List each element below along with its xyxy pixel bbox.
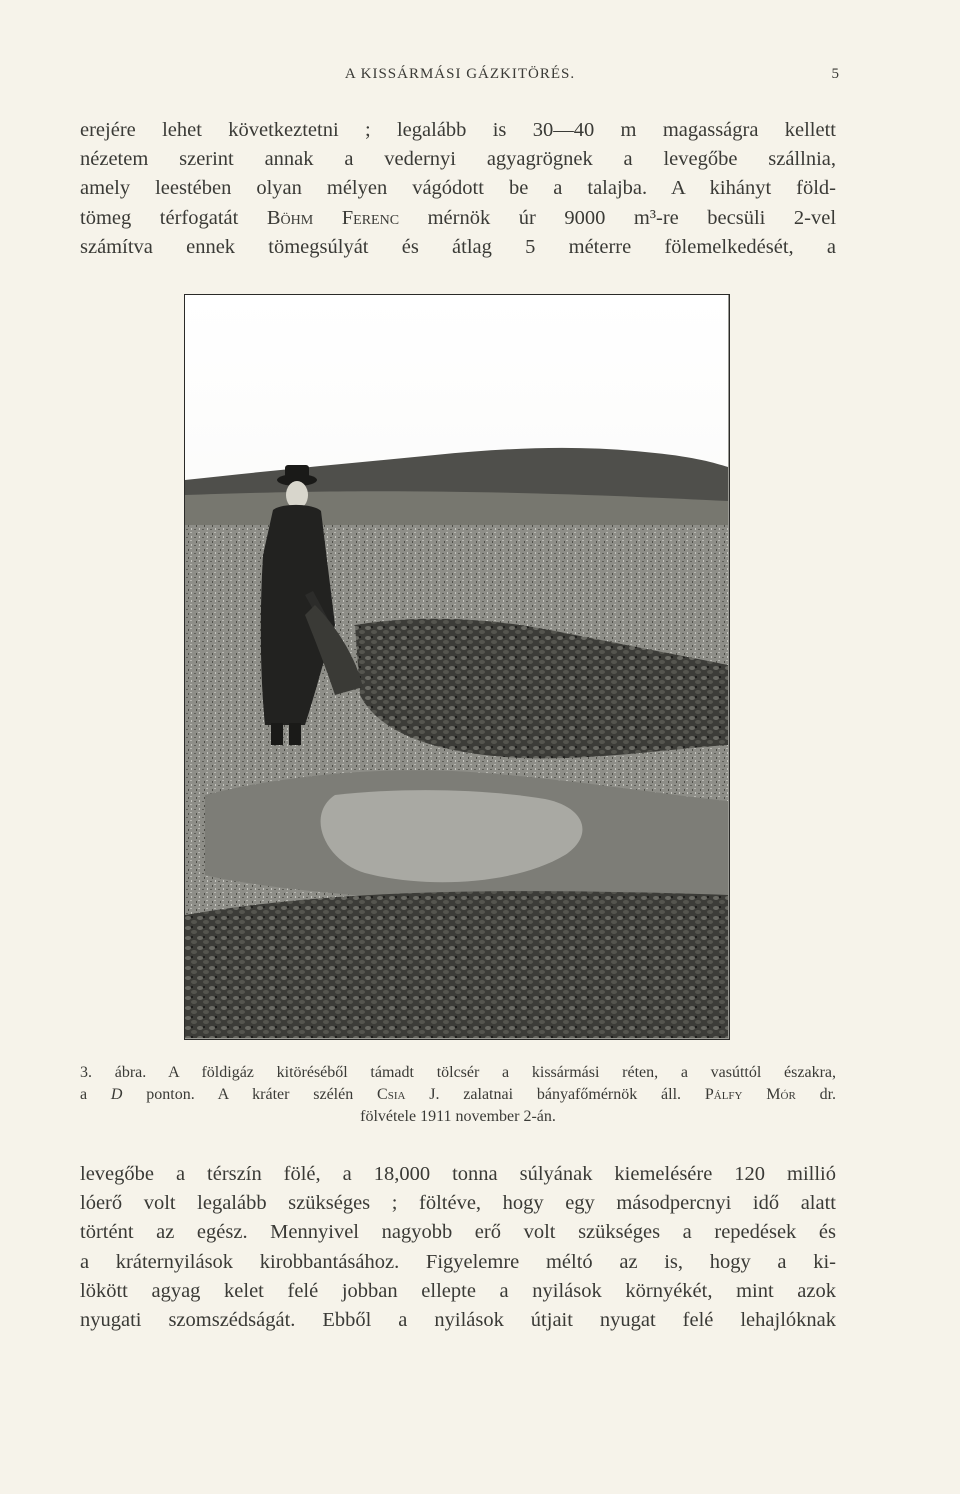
paragraph-line: lóerő volt legalább szükséges ; föltéve, hogy egy másodpercnyi idő alatt [80,1192,836,1215]
caption-line: 3. ábra. A földigáz kitöréséből támadt tölcsér a kissármási réten, a vasúttól északra, [80,1064,836,1081]
caption-text: dr. [819,1086,837,1103]
person-name: Csia J. [377,1086,440,1103]
figure-caption [80,1062,836,1128]
paragraph-line [80,204,836,233]
paragraph-line: történt az egész. Mennyivel nagyobb erő volt szükséges a repedések és [80,1221,836,1244]
paragraph-line: lökött agyag kelet felé jobban ellepte a nyilások környékét, mint azok [80,1279,836,1302]
crater-photograph [184,294,730,1040]
caption-line [80,1084,836,1106]
paragraph-line: a kráternyilások kirobbantásához. Figyelemre méltó az is, hogy a ki- [80,1250,836,1273]
paragraph-line: levegőbe a térszín fölé, a 18,000 tonna súlyának kiemelésére 120 millió [80,1163,836,1185]
caption-text: zalatnai bányafőmérnök áll. [463,1086,682,1103]
running-title: A KISSÁRMÁSI GÁZKITÖRÉS. [344,66,576,82]
paragraph-line: nézetem szerint annak a vedernyi agyagrögnek a levegőbe szállnia, [80,148,836,171]
photographer-name: Pálfy Mór [704,1086,796,1103]
caption-text: ponton. A kráter szélén [146,1086,354,1103]
photo-image [185,295,728,1038]
bottom-paragraph [80,1160,836,1335]
line-text: tömeg térfogatát [80,206,239,229]
paragraph-line: amely leestében olyan mélyen vágódott be a talajba. A kihányt föld- [80,177,836,200]
caption-text: a [80,1086,88,1103]
engineer-name: Böhm Ferenc [266,206,400,229]
line-text: mérnök úr 9000 m³-re becsüli 2-vel [427,206,837,229]
page-header [80,66,840,92]
paragraph-line: számítva ennek tömegsúlyát és átlag 5 méterre fölemelkedését, a [80,235,836,258]
page-number: 5 [831,66,840,82]
paragraph-line: nyugati szomszédságát. Ebből a nyilások útjait nyugat felé lehajlóknak [80,1309,836,1332]
paragraph-line: erejére lehet következtetni ; legalább is 30—40 m magasságra kellett [80,119,836,141]
caption-line: fölvétele 1911 november 2-án. [360,1108,556,1125]
point-label: D [110,1086,123,1103]
top-paragraph [80,116,836,262]
